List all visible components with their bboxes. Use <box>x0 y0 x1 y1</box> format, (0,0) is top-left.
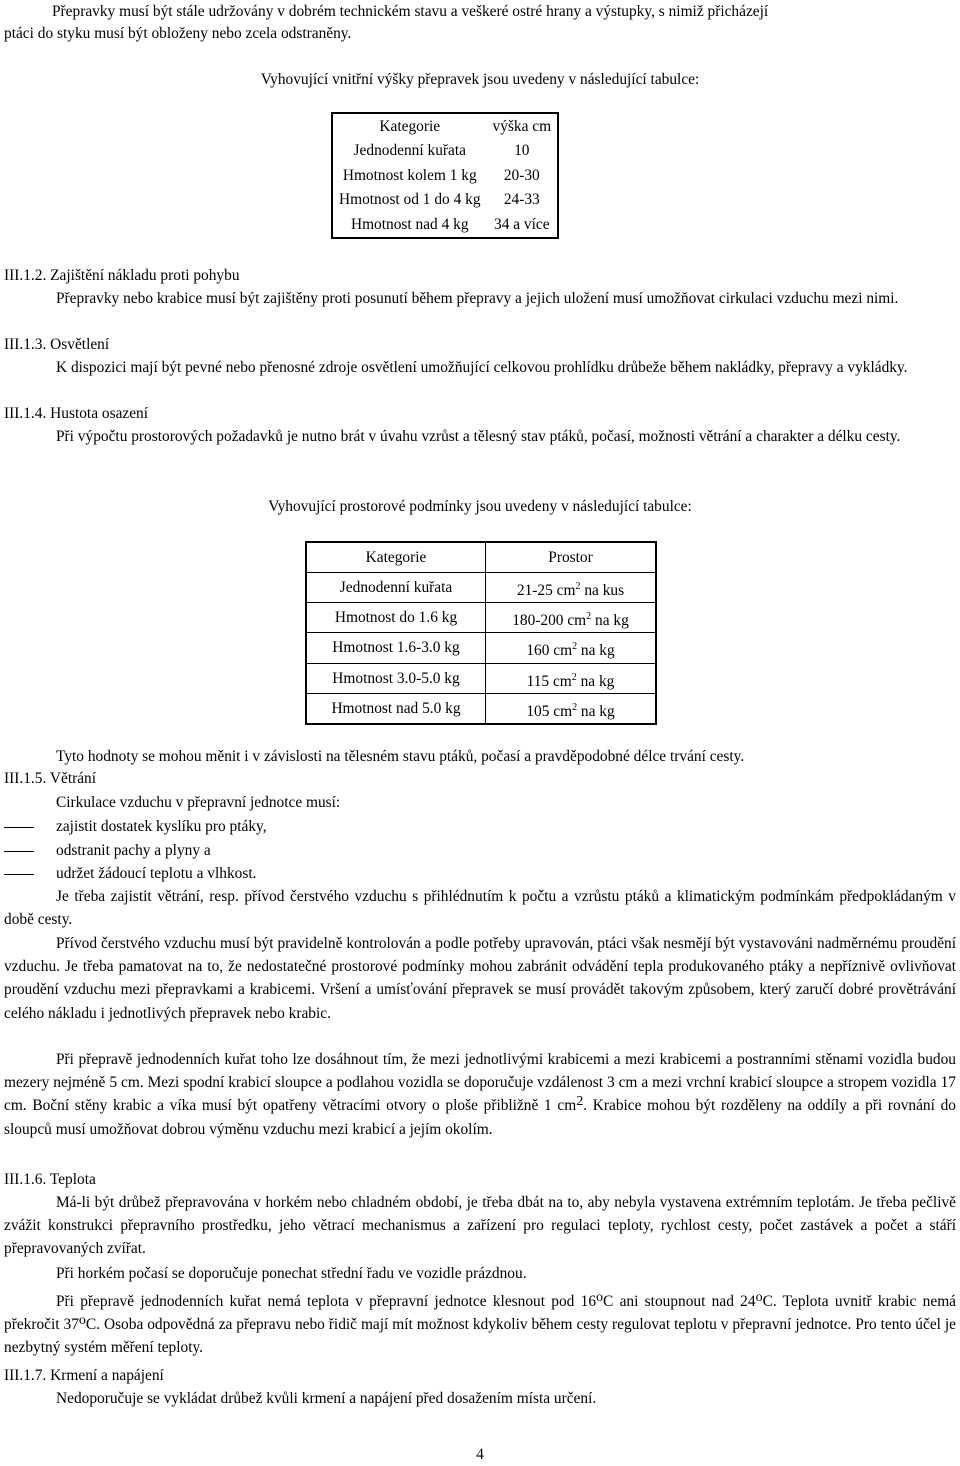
dash-bullet-icon <box>4 827 34 828</box>
table-header: Prostor <box>486 542 657 573</box>
table-row <box>332 139 558 164</box>
paragraph: Přívod čerstvého vzduchu musí být pravidelně kontrolován a podle potřeby upravován, ptáci však nesmějí být vystavováni nadměrnému proudění vzduchu. Je třeba pamatovat na to, že nedostatečné prostorové podmínky mohou zabránit odvádění tepla produkovaného ptáky a nepříznivě ovlivňovat proudění vzduchu mezi přepravkami a krabicemi. Vršení a umísťování přepravek se musí provádět takovým způsobem, který zaručí dobré provětrávání celého nákladu i jednotlivých přepravek nebo krabic. <box>4 935 956 1022</box>
table-cell: Hmotnost nad 5.0 kg <box>306 693 486 724</box>
section-heading: III.1.2. Zajištění nákladu proti pohybu <box>4 267 240 284</box>
table1-caption: Vyhovující vnitřní výšky přepravek jsou uvedeny v následující tabulce: <box>260 71 700 88</box>
table-header: Kategorie <box>379 117 441 135</box>
table-row <box>306 573 656 603</box>
table-cell: 10 <box>514 142 530 160</box>
paragraph: Při přepravě jednodenních kuřat toho lze dosáhnout tím, že mezi jednotlivými krabicemi a mezi krabicemi a postranními stěnami vozidla budou mezery nejméně 5 cm. Mezi spodní krabicí sloupce a podlahou vozidla se doporučuje vzdálenost 3 cm a mezi vrchní krabicí sloupce a stropem vozidla 17 cm. Boční stěny krabic a víka musí být opatřeny větracími otvory o ploše přibližně 1 $cm^2$. Krabice mohou být rozděleny na oddíly a při rovnání do sloupců musí umožňovat dobrou výměnu vzduchu mezi krabicí a jejím okolím. <box>4 1051 956 1138</box>
table-cell: Hmotnost nad 4 kg <box>350 216 469 234</box>
table-cell: Hmotnost 3.0-5.0 kg <box>306 663 486 693</box>
section-text: Při výpočtu prostorových požadavků je nutno brát v úvahu vzrůst a tělesný stav ptáků, počasí, možnosti větrání a charakter a délku cesty. <box>56 428 901 445</box>
space-table <box>305 541 657 725</box>
table-row <box>306 542 656 573</box>
table-cell: 180-200 $cm^2$ na kg <box>486 603 657 633</box>
list-item: udržet žádoucí teplotu a vlhkost. <box>4 862 256 885</box>
table-cell: 24-33 <box>503 191 540 209</box>
table2-caption: Vyhovující prostorové podmínky jsou uvedeny v následující tabulce: <box>268 498 692 515</box>
height-table <box>331 112 559 239</box>
list-intro: Cirkulace vzduchu v přepravní jednotce musí: <box>56 794 341 811</box>
page-number: 4 <box>476 1446 484 1463</box>
dash-bullet-icon <box>4 851 34 852</box>
paragraph: Při přepravě jednodenních kuřat nemá teplota v přepravní jednotce klesnout pod 16$^o$C ani stoupnout nad 24$^o$C. Teplota uvnitř krabic nemá překročit 37$^o$C. Osoba odpovědná za přepravu nebo řidič mají mít možnost kdykoliv během cesty regulovat teplotu v přepravní jednotce. Pro tento účel je nezbytný systém měření teploty. <box>4 1290 956 1357</box>
intro-line-1: Přepravky musí být stále udržovány v dobrém technickém stavu a veškeré ostré hrany a výstupky, s nimiž přicházejí <box>52 3 769 20</box>
table-cell: 115 $cm^2$ na kg <box>486 663 657 693</box>
table-cell: Jednodenní kuřata <box>353 142 466 160</box>
table-row <box>306 663 656 693</box>
table-cell: 34 a více <box>494 216 550 234</box>
table-row <box>306 603 656 633</box>
table-header: výška cm <box>492 117 552 135</box>
section-heading: III.1.5. Větrání <box>4 770 97 787</box>
table-cell: 20-30 <box>503 166 540 184</box>
table-cell: 105 $cm^2$ na kg <box>486 693 657 724</box>
dash-bullet-icon <box>4 874 34 875</box>
intro-line-2: ptáci do styku musí být obloženy nebo zcela odstraněny. <box>4 25 352 42</box>
section-heading: III.1.7. Krmení a napájení <box>4 1367 164 1384</box>
table-note: Tyto hodnoty se mohou měnit i v závislosti na tělesném stavu ptáků, počasí a pravděpodobné délce trvání cesty. <box>56 748 745 765</box>
table-cell: Hmotnost od 1 do 4 kg <box>339 191 481 209</box>
table-cell: 160 $cm^2$ na kg <box>486 633 657 663</box>
table-header: Kategorie <box>306 542 486 573</box>
table-cell: 21-25 $cm^2$ na kus <box>486 573 657 603</box>
table-row <box>306 693 656 724</box>
table-row <box>332 212 558 238</box>
section-text: Přepravky nebo krabice musí být zajištěny proti posunutí během přepravy a jejich uložení musí umožňovat cirkulaci vzduchu mezi nimi. <box>56 290 899 307</box>
section-heading: III.1.6. Teplota <box>4 1171 96 1188</box>
section-text: Nedoporučuje se vykládat drůbež kvůli krmení a napájení před dosažením místa určení. <box>56 1390 597 1407</box>
list-item: odstranit pachy a plyny a <box>4 839 211 862</box>
section-heading: III.1.4. Hustota osazení <box>4 405 149 422</box>
table-cell: Hmotnost kolem 1 kg <box>342 166 477 184</box>
section-heading: III.1.3. Osvětlení <box>4 336 110 353</box>
table-cell: Jednodenní kuřata <box>306 573 486 603</box>
paragraph: Při horkém počasí se doporučuje ponechat střední řadu ve vozidle prázdnou. <box>56 1265 527 1282</box>
section-text: K dispozici mají být pevné nebo přenosné zdroje osvětlení umožňující celkovou prohlídku drůbeže během nakládky, přepravy a vykládky. <box>56 359 908 376</box>
paragraph: Je třeba zajistit větrání, resp. přívod čerstvého vzduchu s přihlédnutím k počtu a vzrůstu ptáků a klimatickým podmínkám předpokládaným v době cesty. <box>4 888 956 929</box>
list-item: zajistit dostatek kyslíku pro ptáky, <box>4 815 267 838</box>
table-row <box>332 113 558 139</box>
table-row <box>332 188 558 213</box>
table-row <box>306 633 656 663</box>
table-row <box>332 163 558 188</box>
paragraph: Má-li být drůbež přepravována v horkém nebo chladném období, je třeba dbát na to, aby nebyla vystavena extrémním teplotám. Je třeba pečlivě zvážit konstrukci přepravního prostředku, jeho větrací mechanismus a zařízení pro regulaci teploty, rychlost cesty, počet zastávek a počet a stáří přepravovaných zvířat. <box>4 1194 956 1258</box>
table-cell: Hmotnost do 1.6 kg <box>306 603 486 633</box>
table-cell: Hmotnost 1.6-3.0 kg <box>306 633 486 663</box>
